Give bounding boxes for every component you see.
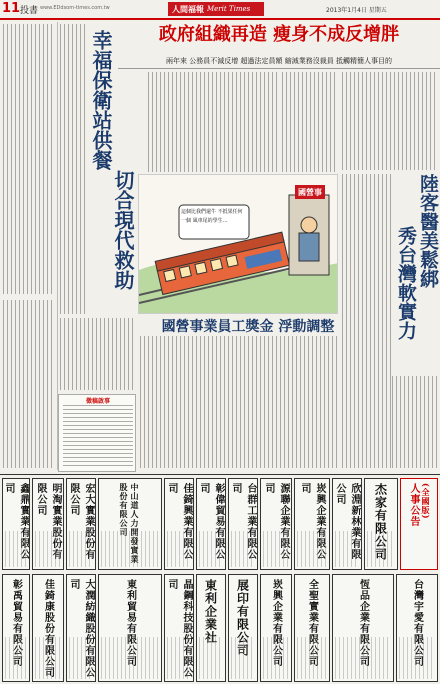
- cartoon-caption: 這個比我們還牛 不抵果任何一個 風車尾的學生…: [181, 209, 243, 224]
- right-headline-line2: 秀台灣軟實力: [395, 226, 417, 340]
- logo-cn: 人間福報: [172, 3, 204, 14]
- main-article-text-1: [148, 72, 278, 172]
- right-headline-line1: 陸客醫美鬆綁: [417, 174, 439, 288]
- legal-notice-sub: (全國版): [421, 483, 431, 520]
- ad-item: [260, 574, 292, 682]
- ad-item: [66, 574, 96, 682]
- cartoon-sign: 國營事: [298, 188, 322, 197]
- legal-notice: [400, 478, 438, 570]
- right-article-text-lower: [392, 376, 438, 468]
- ad-company-name: 明淘實業股份有限公司: [35, 483, 61, 560]
- main-subheadline: 兩年來 公務員不減反增 超過法定員額 縮減業務沒裁員 抵觸精簡人事目的: [166, 57, 392, 65]
- ad-item: [2, 478, 30, 570]
- page-number: 11: [2, 1, 21, 16]
- ad-company-name: 台灣宇愛有限公司: [411, 579, 423, 667]
- ad-item: [196, 478, 226, 570]
- ad-item: [396, 574, 438, 682]
- ad-company-name: 佳錡康股份有限公司: [42, 579, 54, 678]
- ad-company-name: 鑫鼎實業有限公司: [3, 483, 29, 560]
- ad-item: [364, 478, 398, 570]
- left-article-text: [60, 24, 88, 314]
- right-article-text: [342, 174, 392, 468]
- ad-item: [98, 478, 162, 570]
- ad-company-name: 恆品企業有限公司: [357, 579, 369, 667]
- masthead: [0, 0, 440, 20]
- cartoon-illustration: [139, 175, 338, 314]
- ad-company-name: 宏大實業股份有限公司: [68, 483, 94, 560]
- main-headline: 政府組織再造 瘦身不成反增胖: [158, 24, 400, 45]
- newspaper-logo: [168, 2, 264, 16]
- logo-en: Merit Times: [207, 5, 251, 13]
- ad-company-name: 晶鋼科技股份有限公司: [166, 579, 192, 678]
- ad-company-name: 佳錡興業有限公司: [166, 483, 192, 560]
- ad-company-name: 東利貿易有限公司: [124, 579, 136, 667]
- ad-item: [32, 574, 64, 682]
- ad-item: [228, 478, 258, 570]
- lower-article-text: [140, 336, 338, 468]
- main-article-text-2: [282, 72, 338, 172]
- ads-rule: [0, 474, 440, 475]
- ad-company-name: 中山道人力開發實業股份有限公司: [119, 483, 140, 564]
- website: www.EDdsom-times.com.tw: [40, 5, 110, 11]
- ad-item: [228, 574, 258, 682]
- ad-item: [294, 574, 330, 682]
- ad-item: [32, 478, 64, 570]
- ad-company-name: 崁興企業有限公司: [299, 483, 325, 560]
- ad-company-name: 彰禹貿易有限公司: [10, 579, 22, 667]
- editorial-cartoon: [138, 174, 338, 314]
- ad-item: [332, 478, 362, 570]
- ad-company-name: 欣淵新林業有限公司: [334, 483, 360, 560]
- issue-date: 2013年1月4日 星期五: [326, 7, 387, 14]
- ad-item: [332, 574, 394, 682]
- ad-company-name: 源聯企業有限公司: [263, 483, 289, 560]
- ad-item: [98, 574, 162, 682]
- left-column-text: [3, 24, 55, 294]
- legal-notice-title: 人事公告: [408, 483, 419, 527]
- ad-item: [294, 478, 330, 570]
- ad-company-name: 大潤紡織股份有限公司: [68, 579, 94, 678]
- left-article-headline-2: [112, 170, 134, 370]
- ads-section: [0, 476, 440, 684]
- ad-company-name: 全聖實業有限公司: [306, 579, 318, 667]
- ad-company-name: 展印有限公司: [235, 579, 250, 657]
- notice-text: [63, 405, 133, 469]
- ad-item: [164, 574, 194, 682]
- notice-box: [58, 394, 136, 472]
- left-column-text-lower: [3, 300, 55, 468]
- right-article-headline-1: [418, 174, 438, 374]
- ad-item: [164, 478, 194, 570]
- ad-item: [66, 478, 96, 570]
- left-headline-line2: 切合現代救助: [111, 170, 135, 290]
- headline-rule: [118, 68, 440, 69]
- ad-company-name: 杰家有限公司: [373, 483, 388, 561]
- ad-company-name: 彰偉貿易有限公司: [198, 483, 224, 560]
- ad-company-name: 崁興企業有限公司: [270, 579, 282, 667]
- notice-title: 徵稿啟事: [85, 398, 110, 405]
- lower-article-headline: 國營事業員工獎金 浮動調整: [161, 319, 335, 335]
- section-name: 投書: [20, 6, 39, 16]
- left-article-headline: [90, 30, 112, 330]
- main-article-text-3: [342, 72, 438, 170]
- ad-item: [260, 478, 292, 570]
- left-headline-line1: 幸福保衛站供餐: [89, 30, 113, 170]
- ad-item: [2, 574, 30, 682]
- ad-company-name: 東利企業社: [203, 579, 218, 644]
- ad-item: [196, 574, 226, 682]
- ad-company-name: 台群工業有限公司: [230, 483, 256, 560]
